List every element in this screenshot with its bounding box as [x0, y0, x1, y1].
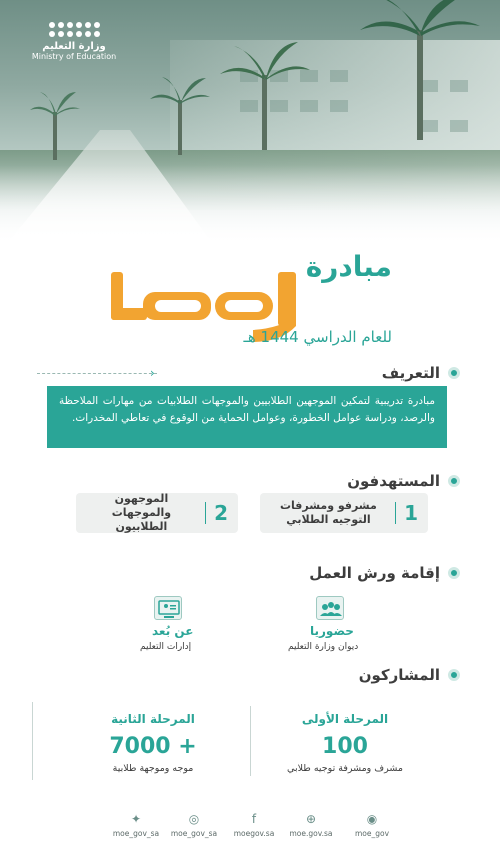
- logo-english: Ministry of Education: [31, 52, 117, 61]
- building-window: [330, 100, 348, 112]
- target-number: 2: [214, 501, 228, 525]
- social-handle: moegov.sa: [233, 829, 275, 838]
- social-handle: moe_gov_sa: [112, 829, 160, 838]
- palm-tree-icon: [150, 75, 210, 155]
- phase-description: موجه وموجهة طلابية: [112, 763, 194, 774]
- remote-screen-icon: [154, 596, 182, 620]
- target-label: الموجهون والموجهات الطلابيون: [111, 492, 172, 533]
- bullet-icon: [448, 669, 460, 681]
- separator: [205, 502, 206, 524]
- divider-line: [250, 706, 251, 776]
- social-link[interactable]: [337, 812, 407, 838]
- bullet-icon: [448, 367, 460, 379]
- target-label: مشرفو ومشرفات التوجيه الطلابي: [279, 499, 377, 526]
- dashed-line: [37, 373, 157, 374]
- facebook-icon: f: [251, 812, 257, 826]
- workshop-place: ديوان وزارة التعليم: [288, 642, 359, 652]
- target-number: 1: [404, 501, 418, 525]
- phase-value: 100: [322, 734, 368, 759]
- definition-body: مبادرة تدريبية لتمكين الموجهين الطلابيين والموجهات الطلابيات من مهارات الملاحظة والرصد، ودراسة عوامل الخطورة، وعوامل الحماية من الوقوع في تعاطي المخدرات.: [47, 386, 447, 448]
- phase-value: + 7000: [109, 734, 197, 759]
- group-icon: [316, 596, 344, 620]
- arrow-icon: ›: [150, 366, 155, 380]
- instagram-icon: ◎: [188, 812, 200, 826]
- social-handle: moe_gov_sa: [170, 829, 218, 838]
- academic-year: للعام الدراسي 1444 هـ: [243, 328, 392, 346]
- palm-tree-icon: [30, 90, 80, 160]
- workshop-mode: عن بُعد: [152, 624, 194, 638]
- building-window: [330, 70, 348, 82]
- phase-description: مشرف ومشرفة توجيه طلابي: [287, 763, 403, 774]
- target-card: [260, 493, 428, 533]
- hero-fade: [0, 165, 500, 245]
- social-handle: moe_gov: [354, 829, 390, 838]
- phase-label: المرحلة الأولى: [301, 712, 389, 726]
- definition-heading: التعريف: [382, 364, 460, 382]
- separator: [395, 502, 396, 524]
- bullet-icon: [448, 567, 460, 579]
- twitter-icon: ✦: [130, 812, 142, 826]
- social-handle: moe.gov.sa: [289, 829, 333, 838]
- logo-mark-icon: [48, 22, 100, 37]
- social-link[interactable]: [101, 812, 171, 838]
- palm-tree-icon: [220, 40, 310, 150]
- social-footer: [0, 798, 500, 848]
- snapchat-icon: ◉: [366, 812, 378, 826]
- targets-heading: المستهدفون: [347, 472, 460, 490]
- workshop-place: إدارات التعليم: [140, 642, 192, 652]
- phase-label: المرحلة الثانية: [111, 712, 195, 726]
- bullet-icon: [448, 475, 460, 487]
- ministry-logo: [24, 22, 124, 61]
- target-card: [76, 493, 238, 533]
- divider-line: [32, 702, 33, 780]
- workshops-heading: إقامة ورش العمل: [309, 564, 460, 582]
- participants-heading: المشاركون: [359, 666, 460, 684]
- workshop-mode: حضوريا: [310, 624, 354, 638]
- globe-icon: ⊕: [305, 812, 317, 826]
- palm-tree-icon: [360, 0, 480, 140]
- logo-arabic: وزارة التعليم: [42, 41, 106, 52]
- social-link[interactable]: [219, 812, 289, 838]
- initiative-word: مبادرة: [305, 250, 392, 283]
